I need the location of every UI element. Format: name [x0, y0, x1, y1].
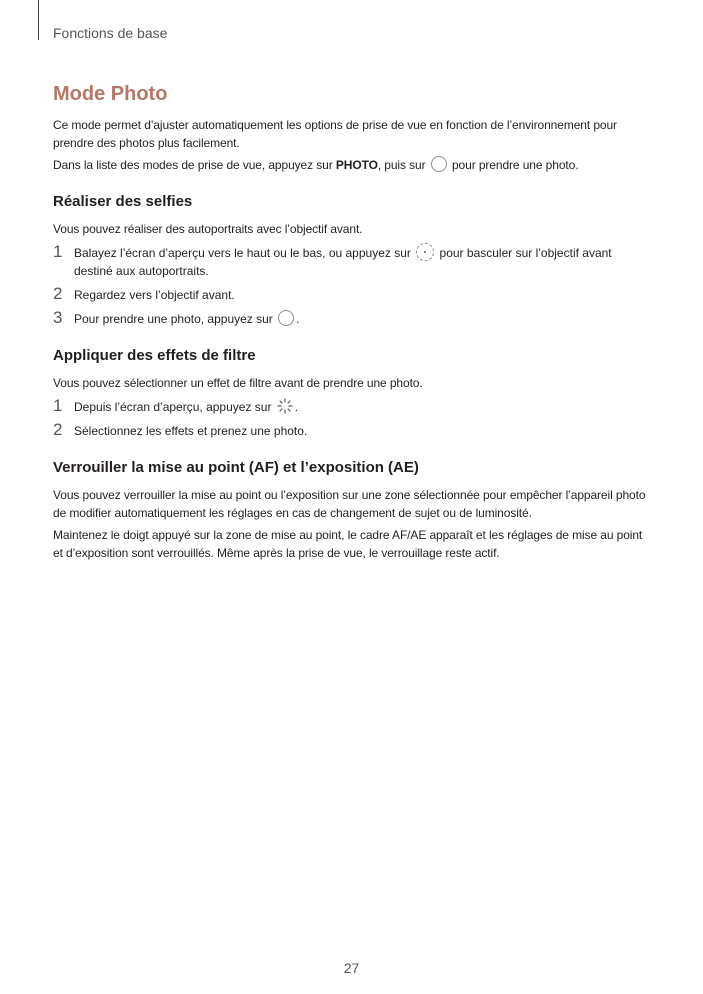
- camera-switch-icon: [416, 243, 434, 261]
- step-text: Balayez l’écran d’aperçu vers le haut ou le bas, ou appuyez sur: [74, 246, 415, 260]
- step-number: 2: [53, 420, 63, 439]
- step-number: 1: [53, 242, 63, 261]
- section-heading-af-ae: Verrouiller la mise au point (AF) et l’exposition (AE): [53, 459, 419, 476]
- shutter-icon: [431, 156, 447, 172]
- filter-sparkle-icon: [277, 398, 293, 414]
- step-number: 2: [53, 284, 63, 303]
- step-number: 3: [53, 308, 63, 327]
- step-item: [53, 422, 653, 440]
- running-header: Fonctions de base: [53, 25, 168, 41]
- page-number: 27: [343, 960, 360, 976]
- section-heading-filters: Appliquer des effets de filtre: [53, 347, 256, 364]
- step-number: 1: [53, 396, 63, 415]
- step-item: [53, 398, 653, 416]
- instruction-text-after: pour prendre une photo.: [448, 158, 579, 172]
- photo-mode-label: PHOTO: [335, 158, 378, 172]
- step-item: [53, 286, 653, 304]
- instruction-paragraph: [53, 156, 653, 174]
- section-paragraph-af-ae: Vous pouvez verrouiller la mise au point ou l’exposition sur une zone sélectionnée pour empêcher l’appareil photo de modifier automatiquement les réglages en cas de changement de sujet ou de luminosité.: [53, 488, 646, 520]
- step-text: pour basculer sur l’objectif avant destiné aux autoportraits.: [74, 246, 612, 278]
- step-item: [53, 310, 653, 328]
- step-item: [53, 244, 653, 280]
- step-text: Pour prendre une photo, appuyez sur: [74, 312, 277, 326]
- section-heading-selfies: Réaliser des selfies: [53, 193, 193, 210]
- header-divider: [38, 0, 39, 40]
- steps-list-selfies: [53, 244, 653, 328]
- section-body-filters: Vous pouvez sélectionner un effet de filtre avant de prendre une photo.: [53, 376, 423, 390]
- step-text: Regardez vers l’objectif avant.: [74, 288, 235, 302]
- instruction-text-before: Dans la liste des modes de prise de vue, appuyez sur: [53, 158, 336, 172]
- section-body-selfies: Vous pouvez réaliser des autoportraits avec l’objectif avant.: [53, 222, 363, 236]
- steps-list-filters: [53, 398, 653, 440]
- section-paragraph-af-ae: Maintenez le doigt appuyé sur la zone de mise au point, le cadre AF/AE apparaît et les réglages de mise au point et d’exposition sont verrouillés. Même après la prise de vue, le verrouillage reste actif.: [53, 528, 643, 560]
- step-text: .: [294, 400, 299, 414]
- intro-paragraph: Ce mode permet d’ajuster automatiquement les options de prise de vue en fonction de l’environnement pour prendre des photos plus facilement.: [53, 118, 617, 150]
- step-text: .: [296, 312, 300, 326]
- page-content: [53, 82, 653, 566]
- step-text: Depuis l’écran d’aperçu, appuyez sur: [74, 400, 275, 414]
- shutter-icon: [278, 310, 294, 326]
- page-title: Mode Photo: [53, 83, 168, 105]
- instruction-text-middle: , puis sur: [377, 158, 429, 172]
- step-text: Sélectionnez les effets et prenez une photo.: [74, 424, 308, 438]
